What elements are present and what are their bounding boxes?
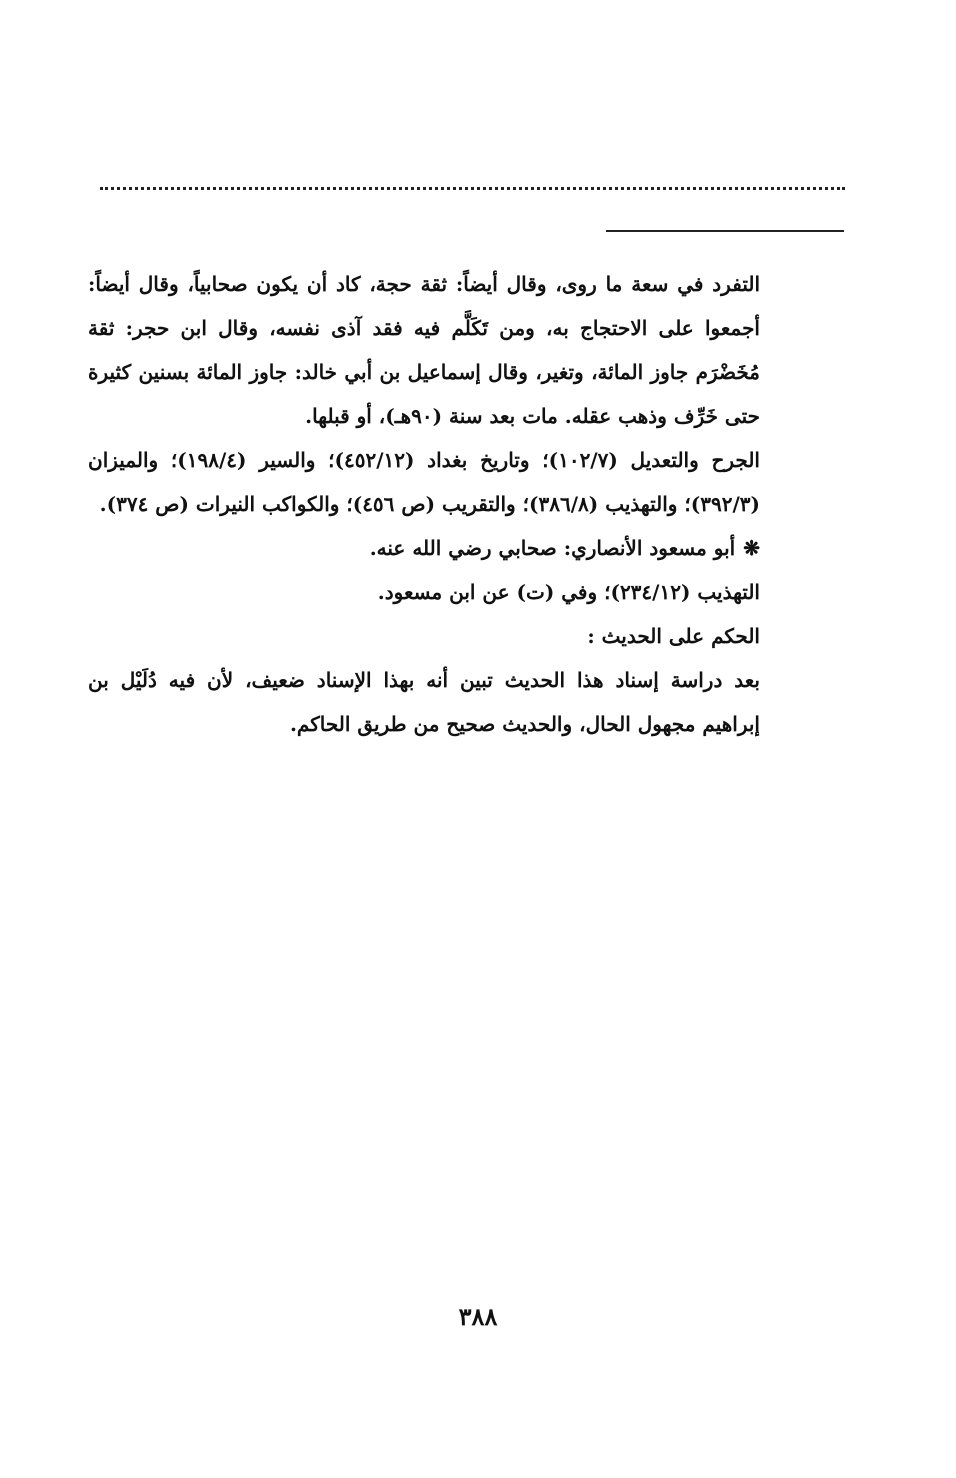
narrator-entry: أبو مسعود الأنصاري: صحابي رضي الله عنه.	[369, 536, 736, 560]
ruling-text: بعد دراسة إسناد هذا الحديث تبين أنه بهذا الإسناد ضعيف، لأن فيه دُلَيْل بن إبراهيم مجهول الحال، والحديث صحيح من طريق الحاكم.	[88, 668, 760, 736]
asterisk-bullet-icon: ❋	[743, 536, 760, 560]
narrator-references: التهذيب (٢٣٤/١٢)؛ وفي (ت) عن ابن مسعود.	[377, 580, 760, 604]
footnote-rule	[606, 230, 844, 232]
narrator-entry-line	[88, 526, 760, 570]
ruling-heading: الحكم على الحديث :	[587, 624, 760, 648]
page-number: ٣٨٨	[458, 1302, 498, 1331]
references-paragraph: الجرح والتعديل (١٠٢/٧)؛ وتاريخ بغداد (٤٥٢/١٢)؛ والسير (١٩٨/٤)؛ والميزان (٣٩٢/٣)؛ والتهذيب (٣٨٦/٨)؛ والتقريب (ص ٤٥٦)؛ والكواكب النيرات (ص ٣٧٤).	[88, 448, 760, 516]
page-body	[88, 262, 760, 746]
footnote-continuation: التفرد في سعة ما روى، وقال أيضاً: ثقة حجة، كاد أن يكون صحابياً، وقال أيضاً: أجمعوا على الاحتجاج به، ومن تَكَلَّم فيه فقد آذى نفسه، وقال ابن حجر: ثقة مُخَضْرَم جاوز المائة، وتغير، وقال إسماعيل بن أبي خالد: جاوز المائة بسنين كثيرة حتى خَرِّف وذهب عقله. مات بعد سنة (٩٠هـ)، أو قبلها.	[88, 272, 760, 428]
dotted-separator	[100, 187, 845, 190]
